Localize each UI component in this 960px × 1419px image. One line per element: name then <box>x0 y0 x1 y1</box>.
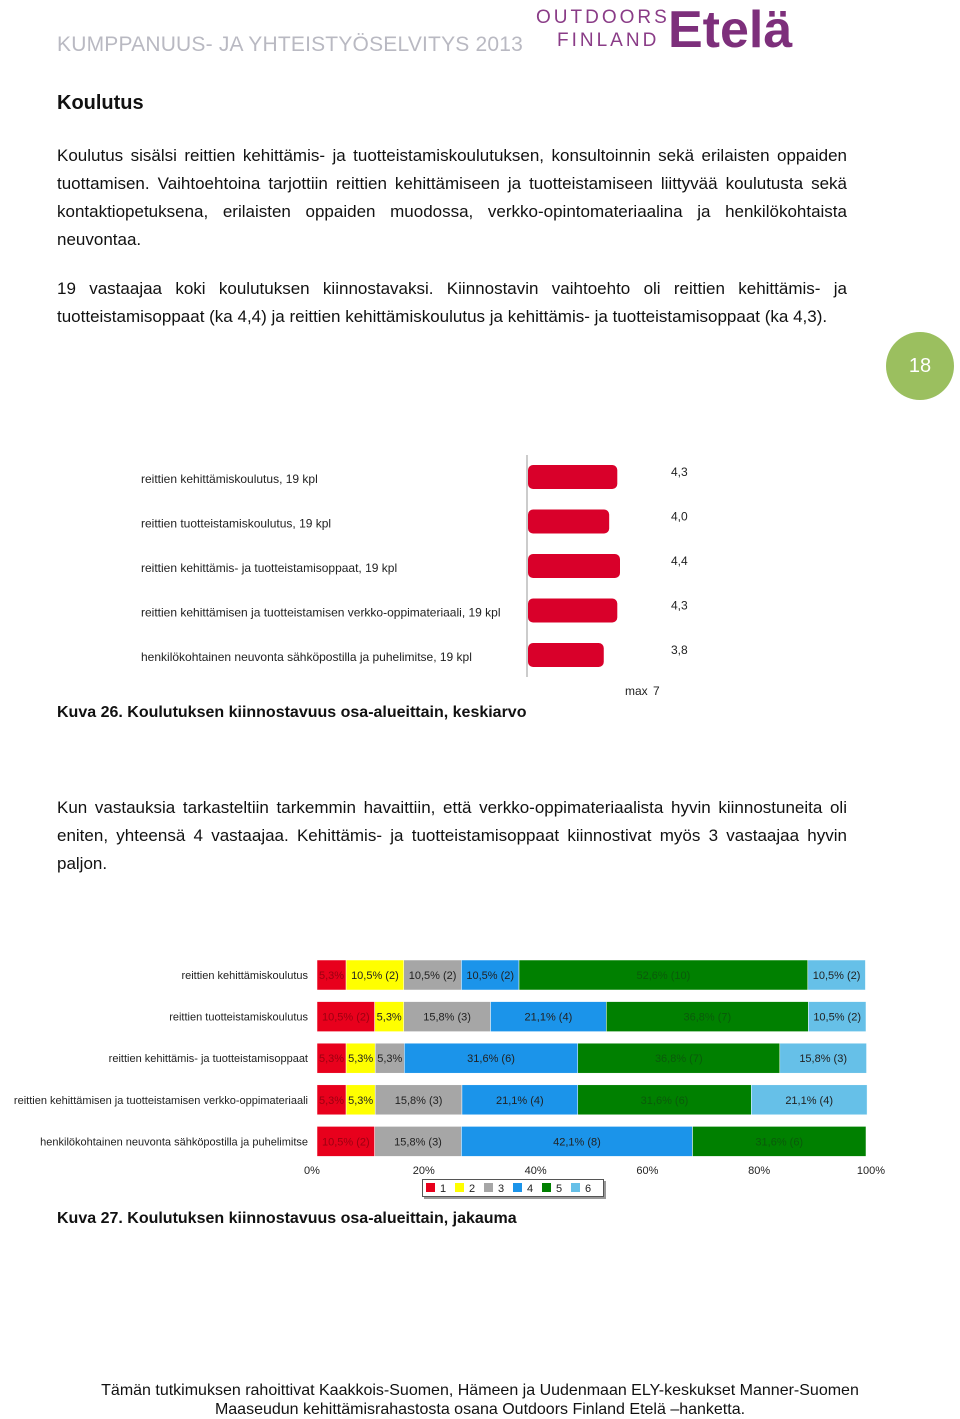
x-tick-label: 0% <box>304 1165 320 1177</box>
value-label: 4,0 <box>671 509 688 524</box>
legend-swatch <box>571 1183 580 1192</box>
segment-label: 42,1% (8) <box>553 1136 601 1149</box>
segment-label: 36,8% (7) <box>683 1011 732 1024</box>
category-label: reittien kehittämis- ja tuotteistamisoppaat <box>108 1053 308 1066</box>
segment-label: 15,8% (3) <box>799 1053 848 1066</box>
value-label: 4,3 <box>671 598 688 613</box>
footer-funding-note <box>57 1381 903 1419</box>
segment-label: 31,6% (6) <box>755 1136 804 1149</box>
figure-caption-27: Kuva 27. Koulutuksen kiinnostavuus osa-alueittain, jakauma <box>57 1210 517 1227</box>
segment-label: 10,5% (2) <box>321 1011 370 1024</box>
segment-label: 5,3% <box>319 970 345 982</box>
legend-label: 5 <box>556 1183 563 1195</box>
section-title: Koulutus <box>57 92 144 114</box>
segment-label: 5,3% <box>319 1094 345 1107</box>
segment-label: 31,6% (6) <box>640 1094 689 1107</box>
logo-text-outdoors: OUTDOORS <box>536 7 670 28</box>
category-label: henkilökohtainen neuvonta sähköpostilla ja puhelimitse <box>40 1136 308 1149</box>
legend-swatch <box>484 1183 493 1192</box>
segment-label: 10,5% (2) <box>813 1011 862 1024</box>
paragraph-intro: Koulutus sisälsi reittien kehittämis- ja tuotteistamiskoulutuksen, konsultoinnin sekä erilaisten oppaiden tuottamisen. Vaihtoehtoina tarjottiin reittien kehittämiseen ja tuotteistamiseen liittyvää koulutusta sekä kontaktiopetuksena, erilaisten oppaiden muodossa, verkko-opintomateriaalina ja henkilökohtaista neuvontaa. <box>57 146 847 249</box>
report-header-title: KUMPPANUUS- JA YHTEISTYÖSELVITYS 2013 <box>57 33 524 56</box>
category-label: reittien tuotteistamiskoulutus, 19 kpl <box>141 516 332 531</box>
category-label: reittien kehittämiskoulutus, 19 kpl <box>141 472 318 486</box>
segment-label: 5,3% <box>377 1053 403 1066</box>
x-tick-label: 100% <box>856 1165 886 1177</box>
segment-label: 10,5% (2) <box>466 970 515 982</box>
category-label: henkilökohtainen neuvonta sähköpostilla ja puhelimitse, 19 kpl <box>141 650 472 664</box>
legend-swatch <box>513 1183 522 1192</box>
segment-label: 21,1% (4) <box>496 1094 544 1107</box>
x-tick-label: 80% <box>748 1165 771 1177</box>
axis-max-label: max <box>625 684 648 698</box>
segment-label: 10,5% (2) <box>321 1136 370 1149</box>
legend-label: 1 <box>440 1183 447 1195</box>
category-label: reittien kehittämisen ja tuotteistamisen verkko-oppimateriaali <box>13 1094 308 1107</box>
footer-line-2: Maaseudun kehittämisrahastosta osana Outdoors Finland Etelä –hanketta. <box>214 1401 746 1418</box>
paragraph-summary: 19 vastaajaa koki koulutuksen kiinnostavaksi. Kiinnostavin vaihtoehto oli reittien kehittämis- ja tuotteistamisoppaat (ka 4,4) ja reittien kehittämiskoulutus ja kehittämis- ja tuotteistamisoppaat (ka 4,3). <box>57 279 847 326</box>
segment-label: 10,5% (2) <box>408 970 457 982</box>
logo-text-finland: FINLAND <box>557 30 660 51</box>
segment-label: 21,1% (4) <box>524 1011 573 1024</box>
segment-label: 5,3% <box>348 1094 374 1107</box>
segment-label: 21,1% (4) <box>785 1094 834 1107</box>
category-label: reittien tuotteistamiskoulutus <box>169 1011 308 1024</box>
category-label: reittien kehittämis- ja tuotteistamisoppaat, 19 kpl <box>141 561 398 575</box>
category-label: reittien kehittämisen ja tuotteistamisen verkko-oppimateriaali, 19 kpl <box>141 605 501 620</box>
segment-label: 52,6% (10) <box>636 970 691 982</box>
page-number-badge: 18 <box>886 332 954 400</box>
axis-max-value: 7 <box>653 684 660 698</box>
segment-label: 15,8% (3) <box>394 1136 442 1149</box>
legend-label: 4 <box>527 1183 534 1195</box>
segment-label: 10,5% (2) <box>351 970 399 982</box>
paragraph-detail: Kun vastauksia tarkasteltiin tarkemmin havaittiin, että verkko-oppimateriaalista hyvin kiinnostuneita oli eniten, yhteensä 4 vastaajaa. Kehittämis- ja tuotteistamisoppaat kiinnostivat myös 3 vastaajaa hyvin paljon. <box>57 798 847 873</box>
legend-swatch <box>426 1183 435 1192</box>
x-tick-label: 40% <box>524 1165 547 1177</box>
segment-label: 15,8% (3) <box>423 1011 471 1024</box>
segment-label: 31,6% (6) <box>467 1053 515 1066</box>
segment-label: 5,3% <box>348 1053 374 1066</box>
value-label: 4,4 <box>671 554 688 568</box>
category-label: reittien kehittämiskoulutus <box>181 970 308 982</box>
figure-caption-26: Kuva 26. Koulutuksen kiinnostavuus osa-alueittain, keskiarvo <box>57 704 527 721</box>
value-label: 4,3 <box>671 465 688 479</box>
segment-label: 36,8% (7) <box>654 1053 703 1066</box>
segment-label: 15,8% (3) <box>394 1094 443 1107</box>
legend-swatch <box>455 1183 464 1192</box>
legend-swatch <box>542 1183 551 1192</box>
segment-label: 5,3% <box>376 1011 402 1024</box>
segment-label: 5,3% <box>319 1053 345 1066</box>
legend-label: 3 <box>498 1183 505 1195</box>
x-tick-label: 60% <box>636 1165 659 1177</box>
value-label: 3,8 <box>671 643 688 657</box>
legend-label: 6 <box>585 1183 592 1195</box>
legend-label: 2 <box>469 1183 476 1195</box>
x-tick-label: 20% <box>412 1165 435 1177</box>
segment-label: 10,5% (2) <box>812 970 861 982</box>
footer-line-1: Tämän tutkimuksen rahoittivat Kaakkois-Suomen, Hämeen ja Uudenmaan ELY-keskukset Manner-Suomen <box>101 1382 859 1399</box>
logo-text-etela: Etelä <box>668 1 793 59</box>
